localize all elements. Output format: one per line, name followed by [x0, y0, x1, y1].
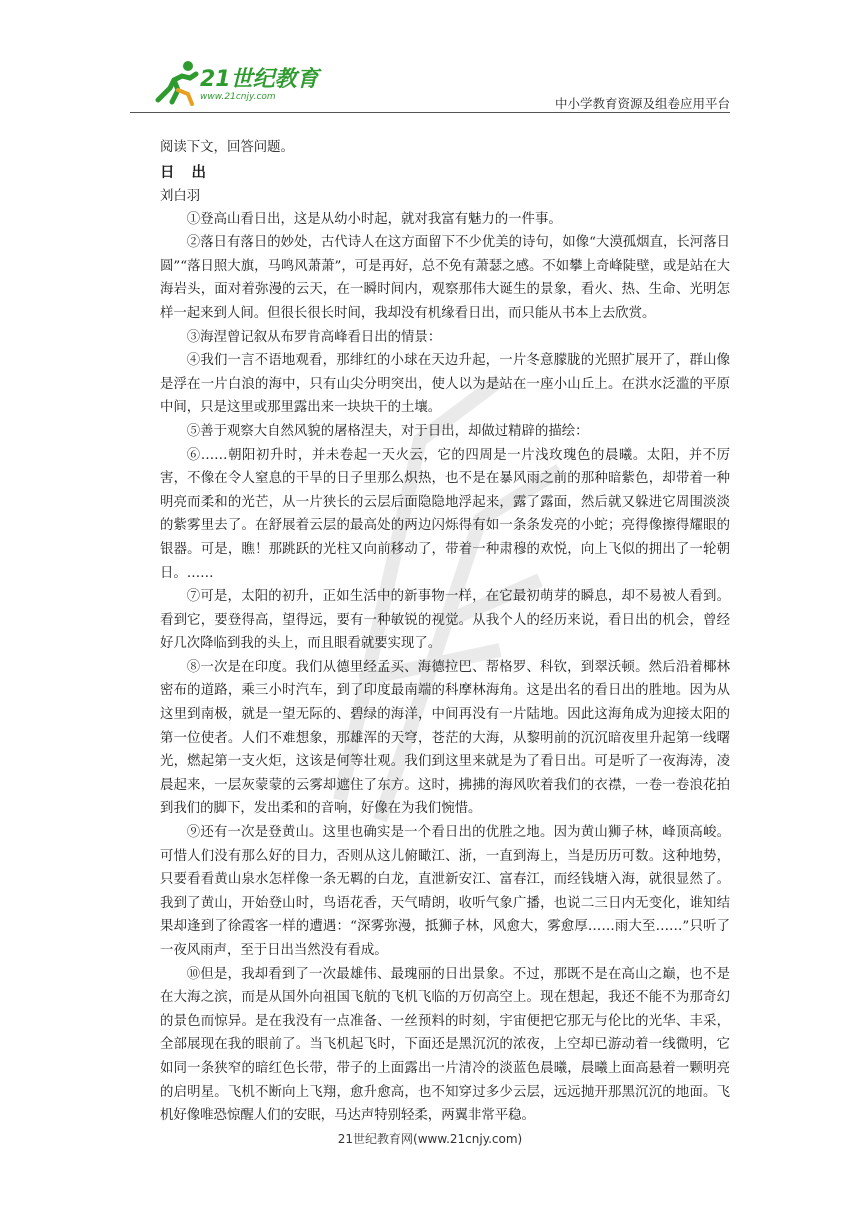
paragraph-1: ①登高山看日出，这是从幼小时起，就对我富有魅力的一件事。 [186, 211, 562, 227]
paragraph-5: ⑤善于观察大自然风貌的屠格涅夫，对于日出，却做过精辟的描绘： [186, 423, 589, 439]
paragraph-3: ③海涅曾记叙从布罗肯高峰看日出的情景： [186, 329, 442, 345]
paragraph-8: ⑧一次是在印度。我们从德里经孟买、海德拉巴、帮格罗、科钦，到翠沃顿。然后沿着椰林密布的道路，乘三小时汽车，到了印度最南端的科摩林海角。这是出名的看日出的胜地。因为从这里到南极，就是一望无际的、碧绿的海洋，中间再没有一片陆地。因此这海角成为迎接太阳的第一位使者。人们不难想象，那雄浑的天穹，苍茫的大海，从黎明前的沉沉暗夜里升起第一线曙光，燃起第一支火炬，这该是何等壮观。我们到这里来就是为了看日出。可是听了一夜海涛，凌晨起来，一层灰蒙蒙的云雾却遮住了东方。这时，拂拂的海风吹着我们的衣襟，一卷一卷浪花拍到我们的脚下，发出柔和的音响，好像在为我们惋惜。 [160, 659, 730, 817]
paragraph-10: ⑩但是，我却看到了一次最雄伟、最瑰丽的日出景象。不过，那既不是在高山之巅，也不是在大海之滨，而是从国外向祖国飞航的飞机飞临的万仞高空上。现在想起，我还不能不为那奇幻的景色而惊异。是在我没有一点准备、一丝预料的时刻，宇宙便把它那无与伦比的光华、丰采，全部展现在我的眼前了。当飞机起飞时，下面还是黑沉沉的浓夜，上空却已游动着一线微明，它如同一条狭窄的暗红色长带，带子的上面露出一片清冷的淡蓝色晨曦，晨曦上面高悬着一颗明亮的启明星。飞机不断向上飞翔，愈升愈高，也不知穿过多少云层，远远抛开那黑沉沉的地面。飞机好像唯恐惊醒人们的安眠，马达声特别轻柔，两翼非常平稳。 [160, 966, 730, 1124]
paragraph-6: ⑥……朝阳初升时，并未卷起一天火云，它的四周是一片浅玫瑰色的晨曦。太阳，并不厉害，不像在令人窒息的干旱的日子里那么炽热，也不是在暴风雨之前的那种暗紫色，却带着一种明亮而柔和的光芒，从一片狭长的云层后面隐隐地浮起来，露了露面，然后就又躲进它周围淡淡的紫雾里去了。在舒展着云层的最高处的两边闪烁得有如一条条发亮的小蛇；亮得像擦得耀眼的银器。可是，瞧！那跳跃的光柱又向前移动了，带着一种肃穆的欢悦，向上飞似的拥出了一轮朝日。…… [160, 447, 730, 581]
runner-logo-icon [152, 58, 202, 106]
logo-url: www.21cnjy.com [200, 92, 276, 102]
site-logo[interactable] [152, 58, 322, 110]
paragraph-2: ②落日有落日的妙处，古代诗人在这方面留下不少优美的诗句，如像“大漠孤烟直，长河落日圆”“落日照大旗，马鸣风萧萧”，可是再好，总不免有萧瑟之感。不如攀上奇峰陡壁，或是站在大海岩头，面对着弥漫的云天，在一瞬时间内，观察那伟大诞生的景象，看火、热、生命、光明怎样一起来到人间。但很长很长时间，我却没有机缘看日出，而只能从书本上去欣赏。 [160, 235, 730, 321]
instruction-text: 阅读下文，回答问题。 [160, 140, 294, 155]
article-title: 日 出 [160, 164, 213, 181]
header-divider [130, 112, 730, 113]
document-body [160, 136, 730, 1128]
page-header [130, 52, 730, 114]
logo-text: 21世纪教育 [200, 67, 319, 92]
paragraph-7: ⑦可是，太阳的初升，正如生活中的新事物一样，在它最初萌芽的瞬息，却不易被人看到。看到它，要登得高，望得远，要有一种敏锐的视觉。从我个人的经历来说，看日出的机会，曾经好几次降临到我的头上，而且眼看就要实现了。 [160, 589, 730, 652]
page-footer: 21世纪教育网(www.21cnjy.com) [337, 1132, 523, 1146]
article-author: 刘白羽 [160, 188, 201, 204]
paragraph-9: ⑨还有一次是登黄山。这里也确实是一个看日出的优胜之地。因为黄山狮子林，峰顶高峻。可惜人们没有那么好的目力，否则从这儿俯瞰江、浙，一直到海上，当是历历可数。这种地势，只要看看黄山泉水怎样像一条无羁的白龙，直泄新安江、富春江，而经钱塘入海，就很显然了。我到了黄山，开始登山时，鸟语花香，天气晴朗，收听气象广播，也说二三日内无变化，谁知结果却逢到了徐霞客一样的遭遇：“深雾弥漫，抵狮子林，风愈大，雾愈厚……雨大至……”只听了一夜风雨声，至于日出当然没有看成。 [160, 825, 730, 958]
platform-title: 中小学教育资源及组卷应用平台 [554, 96, 730, 111]
paragraph-4: ④我们一言不语地观看，那绯红的小球在天边升起，一片冬意朦胧的光照扩展开了，群山像是浮在一片白浪的海中，只有山尖分明突出，使人以为是站在一座小山丘上。在洪水泛滥的平原中间，只是这里或那里露出来一块块干的土壤。 [160, 353, 730, 416]
